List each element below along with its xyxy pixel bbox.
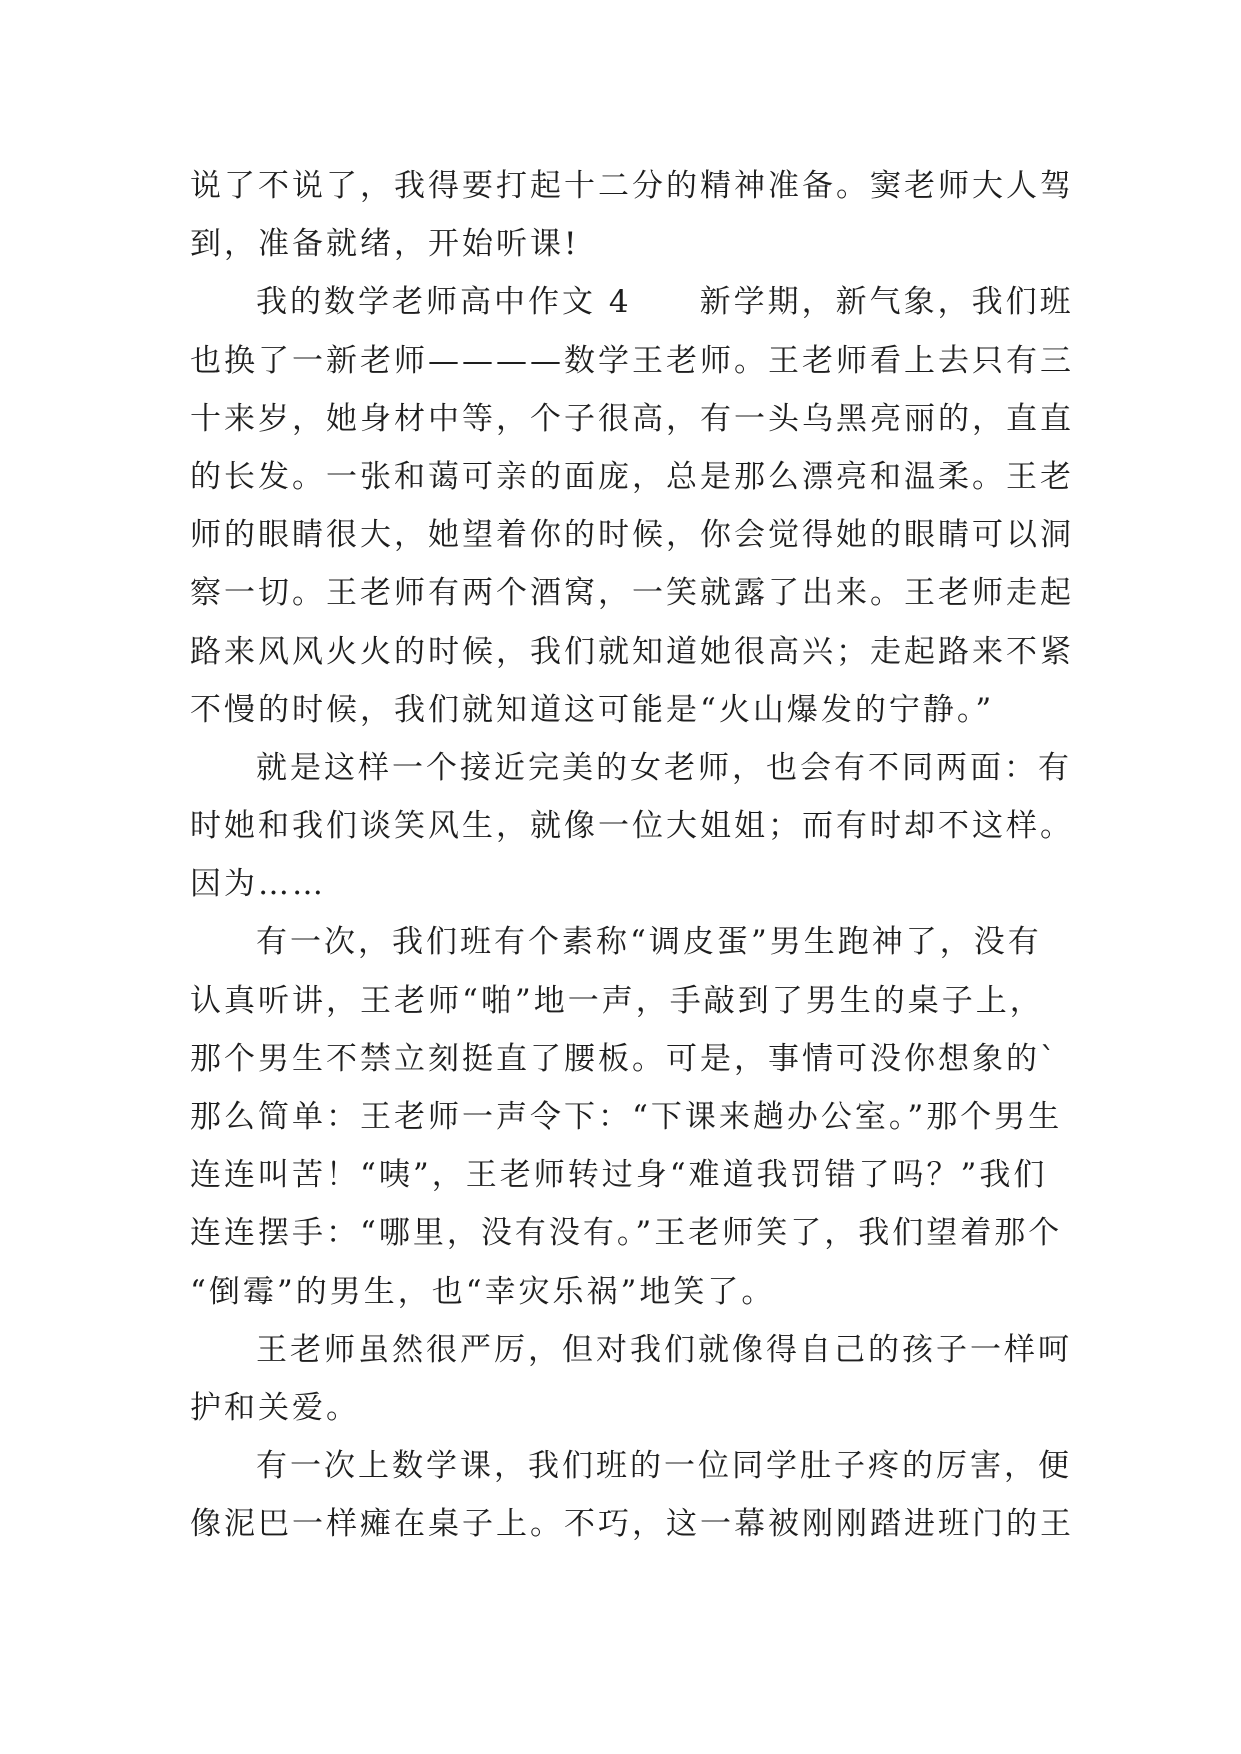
text-line: 因为……	[190, 866, 326, 903]
text-line: 像泥巴一样瘫在桌子上。不巧，这一幕被刚刚踏进班门的王	[190, 1506, 1074, 1543]
paragraph-first-line: 有一次上数学课，我们班的一位同学肚子疼的厉害，便	[256, 1448, 1072, 1485]
text-line: 认真听讲，王老师“啪”地一声，手敲到了男生的桌子上，	[190, 982, 1044, 1019]
paragraph-first-line: 王老师虽然很严厉，但对我们就像得自己的孩子一样呵	[256, 1331, 1072, 1368]
paragraph-first-line: 就是这样一个接近完美的女老师，也会有不同两面：有	[256, 749, 1072, 786]
text-line: 不慢的时候，我们就知道这可能是“火山爆发的宁静。”	[190, 691, 995, 728]
text-line: 的长发。一张和蔼可亲的面庞，总是那么漂亮和温柔。王老	[190, 458, 1074, 495]
essay-body	[190, 157, 1074, 1554]
text-line: “倒霉”的男生，也“幸灾乐祸”地笑了。	[190, 1273, 776, 1310]
text-line: 察一切。王老师有两个酒窝，一笑就露了出来。王老师走起	[190, 575, 1074, 612]
text-line: 也换了一新老师————数学王老师。王老师看上去只有三	[190, 342, 1074, 379]
text-line: 路来风风火火的时候，我们就知道她很高兴；走起路来不紧	[190, 633, 1074, 670]
text-line: 连连叫苦！“咦”，王老师转过身“难道我罚错了吗？”我们	[190, 1157, 1048, 1194]
text-line: 那个男生不禁立刻挺直了腰板。可是，事情可没你想象的`	[190, 1040, 1059, 1077]
text-line: 师的眼睛很大，她望着你的时候，你会觉得她的眼睛可以洞	[190, 517, 1074, 554]
text-line: 护和关爱。	[190, 1389, 360, 1426]
text-line: 那么简单：王老师一声令下：“下课来趟办公室。”那个男生	[190, 1099, 1063, 1135]
paragraph-first-line: 我的数学老师高中作文 4 新学期，新气象，我们班	[256, 284, 1074, 321]
text-line: 十来岁，她身材中等，个子很高，有一头乌黑亮丽的，直直	[190, 400, 1074, 437]
paragraph-first-line: 有一次，我们班有个素称“调皮蛋”男生跑神了，没有	[256, 924, 1042, 961]
text-line: 时她和我们谈笑风生，就像一位大姐姐；而有时却不这样。	[190, 808, 1074, 845]
text-line: 说了不说了，我得要打起十二分的精神准备。窦老师大人驾	[190, 168, 1074, 204]
text-line: 到，准备就绪，开始听课!	[190, 226, 580, 263]
text-line: 连连摆手：“哪里，没有没有。”王老师笑了，我们望着那个	[190, 1215, 1063, 1252]
